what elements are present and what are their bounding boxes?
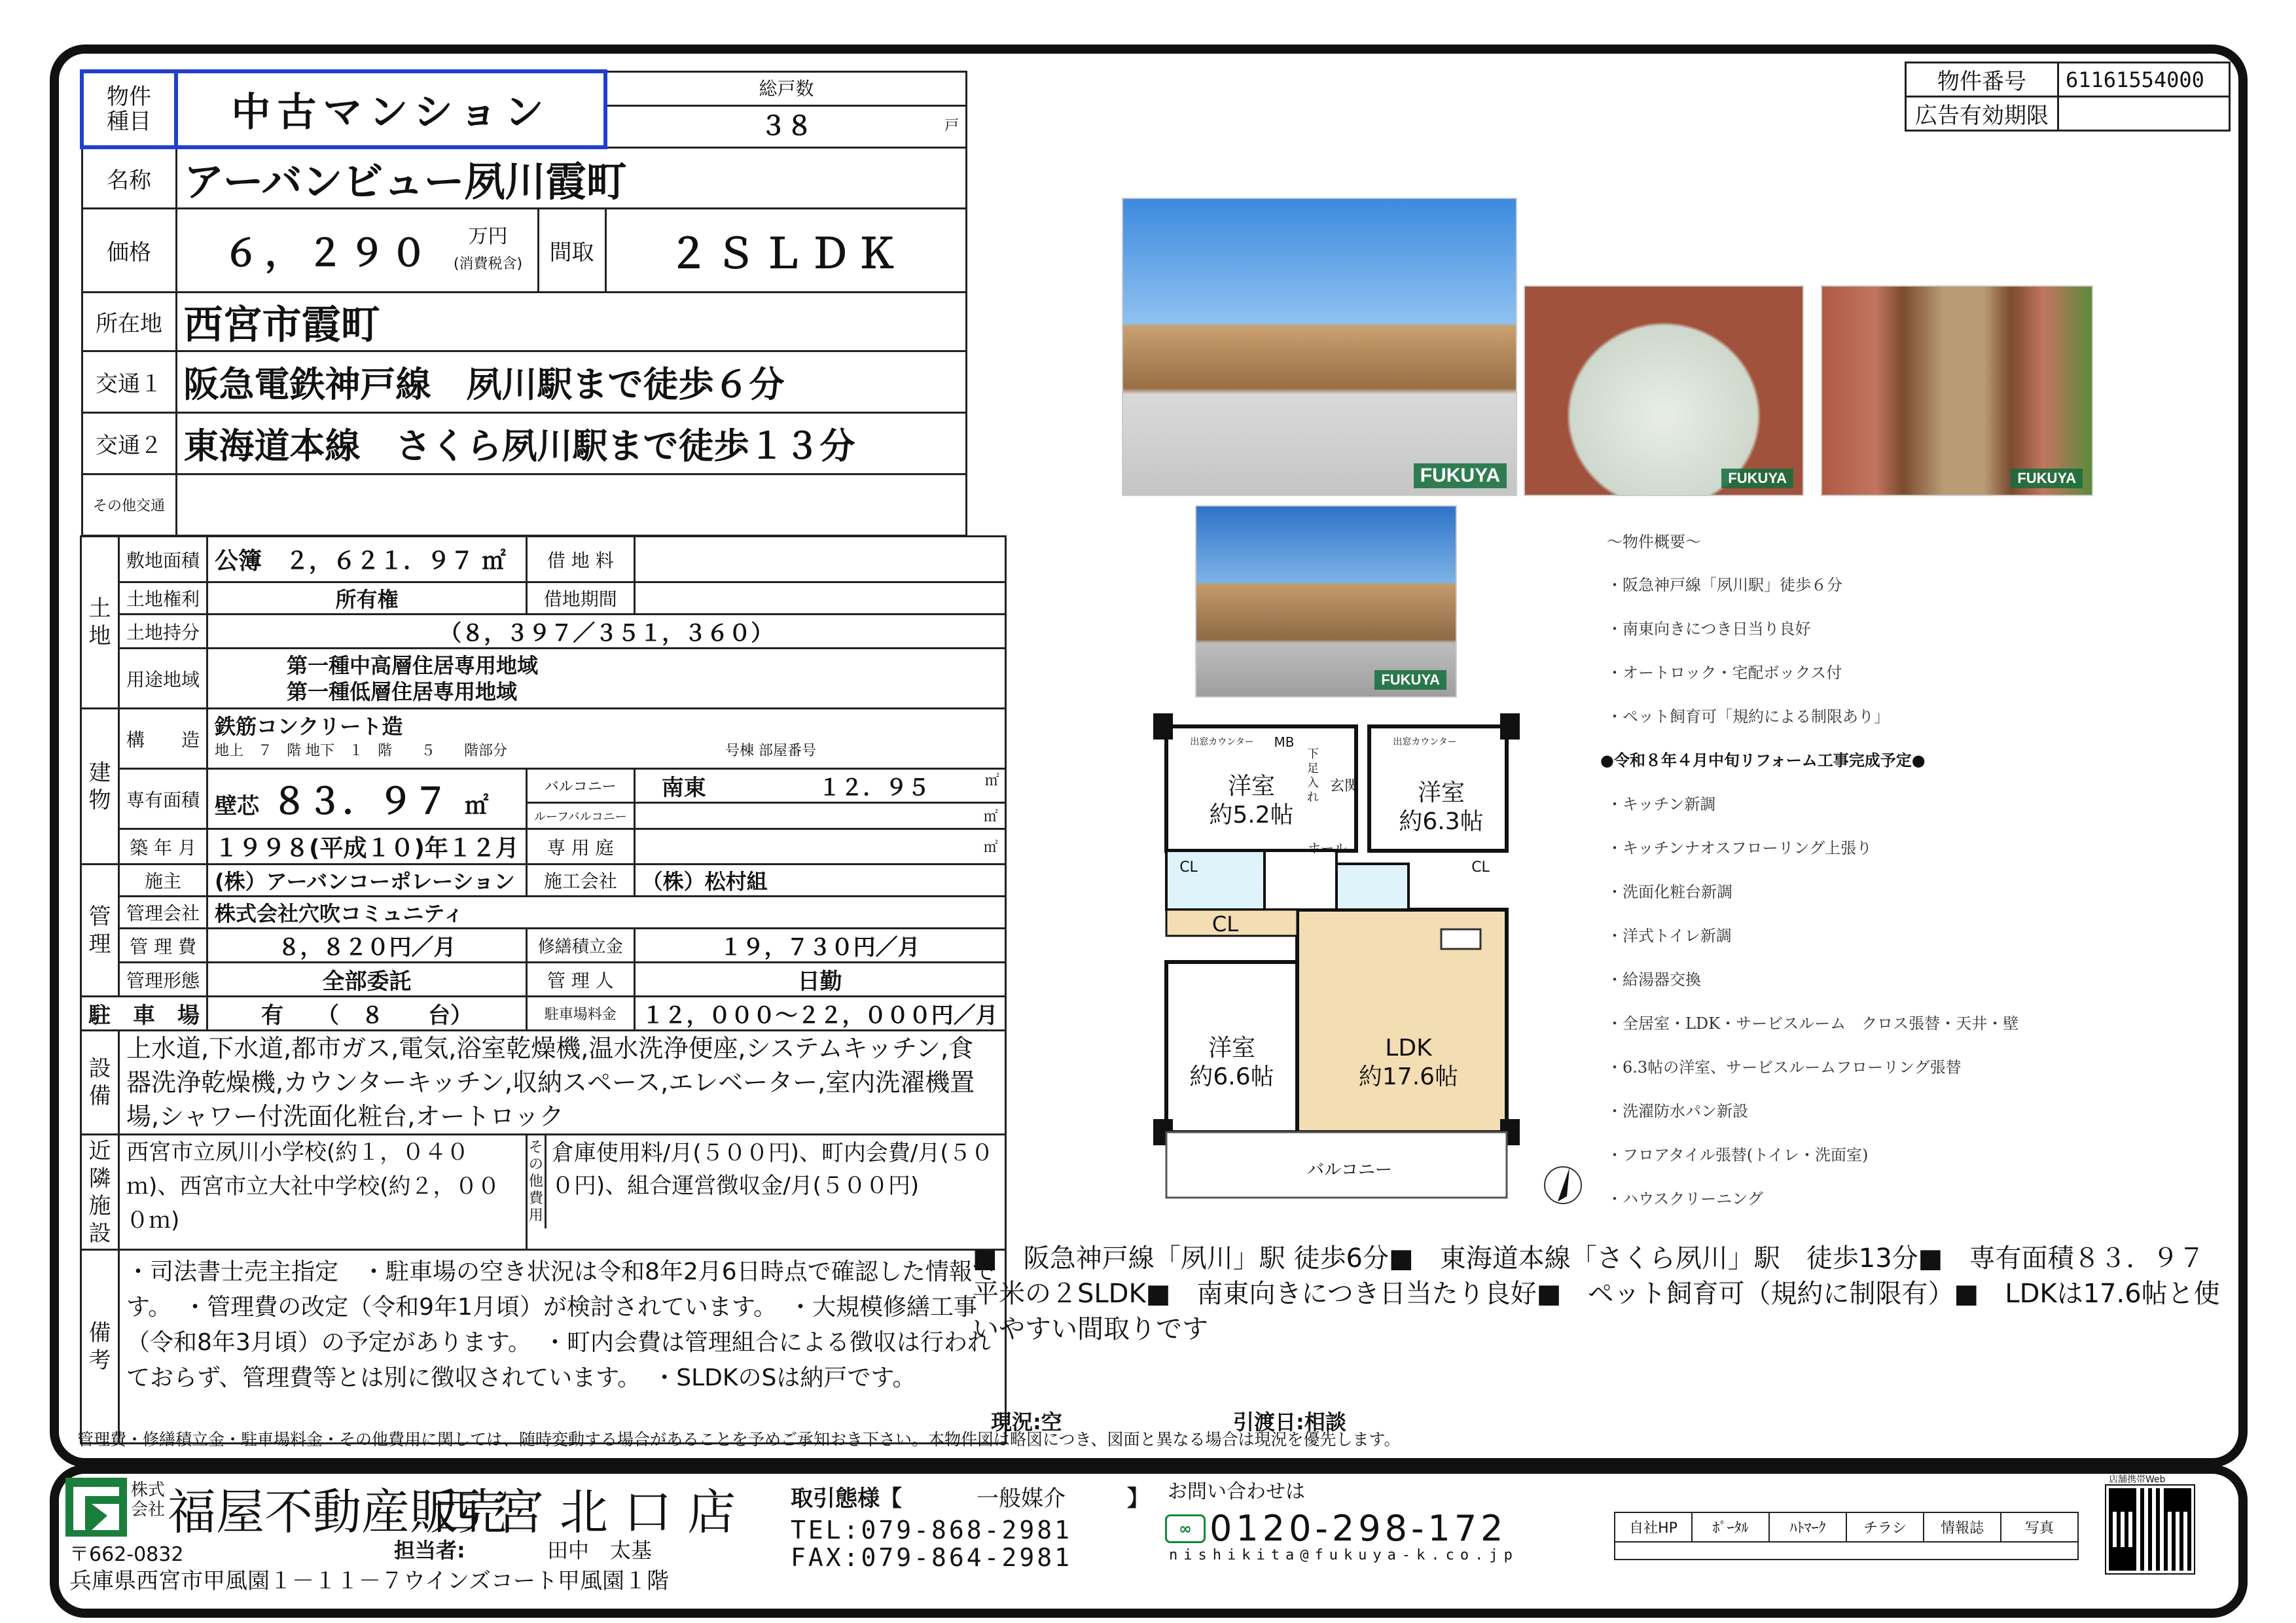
- transport2-label: 交通２: [82, 413, 176, 474]
- ad-validity-label: 広告有効期限: [1906, 97, 2058, 131]
- media-cell: 写真: [2001, 1512, 2079, 1543]
- floor-plan: [1153, 713, 1520, 1216]
- private-area-cell: [207, 769, 527, 829]
- balcony-direction: 南東: [661, 775, 706, 801]
- property-number-table: [1905, 62, 2231, 132]
- closet-2: CL: [1179, 859, 1198, 876]
- facilities-text: 上水道,下水道,都市ガス,電気,浴室乾燥機,温水洗浄便座,システムキッチン,食器洗浄乾燥機,カウンターキッチン,収納スペース,エレベーター,室内洗濯機置場,シャワー付洗面化粧台,オートロック: [118, 1031, 1005, 1135]
- repair-fund: １９，７３０円／月: [634, 929, 1005, 963]
- mgmt-fee: ８，８２０円／月: [207, 929, 527, 963]
- summary-text: ■ 阪急神戸線「夙川」駅 徒歩6分■ 東海道本線「さくら夙川」駅 徒歩13分■ 専有面積８３．９７平米の２SLDK■ 南東向きにつき日当たり良好■ ペット飼育可（規約に制限有）■ LDKは17.6帖と使いやすい間取りです: [973, 1243, 2220, 1344]
- address: 西宮市霞町: [176, 293, 967, 351]
- property-number: 61161554000: [2058, 63, 2230, 97]
- balcony-cell: [634, 769, 1005, 803]
- units-suffix: 戸: [944, 117, 959, 134]
- overview-item: ・阪急神戸線「夙川駅」徒歩６分: [1607, 576, 1842, 594]
- built-label: 築 年 月: [118, 829, 207, 865]
- disclaimer: 管理費・修繕積立金・駐車場料金・その他費用に関しては、随時変動する場合があることを予めご承知おき下さい。本物件図は略図につき、図面と異なる場合は現況を優先します。: [77, 1430, 1401, 1449]
- facilities-section: 設備: [81, 1031, 119, 1135]
- property-number-label: 物件番号: [1906, 63, 2058, 97]
- fukuya-watermark: FUKUYA: [2011, 469, 2083, 488]
- room-western-2: 洋室 約6.3帖: [1399, 779, 1484, 835]
- mgmt-form: 全部委託: [207, 963, 527, 997]
- bay-counter-1: 出窓カウンター: [1190, 737, 1254, 747]
- price-unit-cell: [439, 209, 539, 293]
- entrance-arch-photo: [1524, 285, 1804, 496]
- overview-item: ・キッチンナオスフローリング上張り: [1607, 839, 1873, 857]
- media-cell: 自社HP: [1614, 1512, 1693, 1543]
- roof-balcony-unit: ㎡: [983, 809, 998, 825]
- structure: 鉄筋コンクリート造: [215, 713, 403, 739]
- overview-item: ・全居室・LDK・サービスルーム クロス張替・天井・壁: [1607, 1014, 2019, 1033]
- type-label: 物件 種目: [82, 71, 176, 147]
- area-prefix: 壁芯: [215, 793, 259, 819]
- zoning: [207, 649, 1006, 709]
- company-name: 福屋不動産販売: [168, 1484, 507, 1541]
- email[interactable]: nishikita@fukuya-k.co.jp: [1169, 1547, 1518, 1563]
- address-label: 所在地: [82, 293, 176, 351]
- exterior-photo-1: [1122, 198, 1517, 496]
- media-table-bottom: [1614, 1541, 2079, 1560]
- roof-balcony-cell: [634, 803, 1005, 829]
- total-units-cell: [605, 71, 967, 147]
- fukuya-watermark: FUKUYA: [1721, 469, 1793, 488]
- parking-label: 駐 車 場: [81, 997, 207, 1031]
- mb: MB: [1274, 734, 1295, 750]
- overview-item: ・洗面化粧台新調: [1607, 883, 1732, 901]
- shoe-storage: 下足入れ: [1307, 747, 1319, 804]
- land-section: 土地: [81, 537, 119, 709]
- north-arrow-icon: [1543, 1162, 1583, 1208]
- layout-label: 間取: [538, 209, 605, 293]
- overview-item: ・洋式トイレ新調: [1607, 927, 1732, 945]
- bay-counter-2: 出窓カウンター: [1393, 737, 1457, 747]
- total-units-label: 総戸数: [607, 73, 965, 107]
- total-units: ３８: [760, 111, 813, 141]
- staff-name: 田中 太基: [547, 1538, 653, 1563]
- room-western-3: 洋室 約6.6帖: [1189, 1035, 1274, 1090]
- branch-name: 西 宮 北 口 店: [432, 1484, 736, 1541]
- remarks-text: ・司法書士売主指定 ・駐車場の空き状況は令和8年2月6日時点で確認した情報です。 ・管理費の改定（令和9年1月頃）が検討されています。 ・大規模修繕工事（令和8年3月頃）の予定があります。 ・町内会費は管理組合による徴収は行われておらず、管理費等とは別に徴収されています。 ・SLDKのSは納戸です。: [118, 1250, 1005, 1444]
- nearby-text: 西宮市立夙川小学校(約１，０４０ｍ)、西宮市立大社中学校(約２，０００ｍ): [118, 1135, 526, 1250]
- balcony-label: バルコニー: [526, 769, 634, 803]
- deal-label: 取引態様【: [791, 1486, 902, 1512]
- garden-unit: ㎡: [983, 840, 998, 856]
- private-area: ８３．９７: [272, 781, 449, 822]
- nearby-section: 近隣施設: [81, 1135, 119, 1250]
- overview-item: ・6.3帖の洋室、サービスルームフローリング張替: [1607, 1058, 1962, 1077]
- zoning-1: 第一種中高層住居専用地域: [287, 652, 539, 678]
- company-logo: [65, 1478, 127, 1537]
- overview-item: ・南東向きにつき日当り良好: [1607, 620, 1811, 638]
- garden-label: 専 用 庭: [526, 829, 634, 865]
- building-section: 建物: [81, 709, 119, 865]
- property-name: アーバンビュー夙川霞町: [176, 147, 967, 209]
- room-western-1: 洋室 約5.2帖: [1209, 773, 1294, 829]
- overview-item: ・ハウスクリーニング: [1607, 1190, 1763, 1208]
- entrance: 玄関: [1329, 778, 1359, 794]
- land-rights: 所有権: [207, 582, 527, 615]
- company-address: 兵庫県西宮市甲風園１－１１－７ウインズコート甲風園１階: [69, 1568, 669, 1594]
- parking-fee: １２，０００～２２，０００円／月: [634, 997, 1005, 1031]
- land-area: 公簿 ２，６２１．９７ ㎡: [207, 537, 527, 582]
- freedial-icon: ∞: [1165, 1514, 1206, 1543]
- room-ldk: LDK 約17.6帖: [1358, 1035, 1459, 1090]
- media-cell: ﾊﾄﾏｰｸ: [1770, 1512, 1847, 1543]
- transport1-label: 交通１: [82, 351, 176, 413]
- land-area-label: 敷地面積: [118, 537, 207, 582]
- builder-label: 施主: [118, 865, 207, 897]
- other-transport: [176, 474, 967, 536]
- parking-fee-label: 駐車場料金: [526, 997, 634, 1031]
- price-tax: (消費税含): [453, 255, 523, 272]
- unit-no-label: 号棟 部屋番号: [725, 742, 816, 759]
- detail-spec-table: [80, 535, 1007, 1444]
- media-cell: 情報誌: [1924, 1512, 2001, 1543]
- entrance-door-photo: [1821, 285, 2093, 496]
- price: ６，２９０: [176, 209, 439, 293]
- management-section: 管理: [81, 865, 119, 997]
- repair-fund-label: 修繕積立金: [526, 929, 634, 963]
- fax: FAX:079-864-2981: [791, 1543, 1073, 1572]
- roof-balcony-label: ルーフバルコニー: [526, 803, 634, 829]
- balcony-area: １２．９５: [818, 775, 930, 801]
- mgmt-company-label: 管理会社: [118, 897, 207, 929]
- garden-cell: [634, 829, 1005, 865]
- fukuya-watermark: FUKUYA: [1374, 670, 1446, 690]
- fukuya-logo-icon: [65, 1478, 127, 1537]
- closet-3: CL: [1471, 859, 1490, 876]
- media-cell: チラシ: [1847, 1512, 1924, 1543]
- structure-cell: [207, 709, 1006, 769]
- balcony-unit: ㎡: [984, 773, 999, 789]
- other-fee-text: 倉庫使用料/月(５００円)、町内会費/月(５００円)、組合運営徴収金/月(５００円): [551, 1140, 994, 1199]
- other-transport-label: その他交通: [82, 474, 176, 536]
- qr-code-icon: [2106, 1486, 2194, 1573]
- private-area-unit: ㎡: [465, 793, 489, 819]
- handover: 引渡日:相談: [1233, 1410, 1346, 1435]
- overview-item: ・給湯器交換: [1607, 971, 1701, 989]
- overview-item: ・オートロック・宅配ボックス付: [1607, 664, 1842, 682]
- private-area-label: 専有面積: [118, 769, 207, 829]
- tel[interactable]: TEL:079-868-2981: [791, 1516, 1073, 1544]
- built: １９９８(平成１０)年１２月: [207, 829, 527, 865]
- balcony: バルコニー: [1306, 1160, 1392, 1180]
- basic-spec-table: [80, 69, 967, 537]
- postal-code: 〒662-0832: [69, 1543, 184, 1566]
- lease-period: [634, 582, 1005, 615]
- exterior-photo-2: [1195, 505, 1457, 698]
- staff-label: 担当者:: [394, 1538, 465, 1563]
- overview-item: ・洗濯防水パン新設: [1607, 1102, 1748, 1120]
- deal-close: 】: [1127, 1486, 1149, 1512]
- other-fee-label: その他費用: [528, 1135, 547, 1228]
- floors: 地上 ７ 階 地下 １ 階 ５ 階部分: [215, 742, 507, 759]
- inquiry-label: お問い合わせは: [1168, 1480, 1305, 1503]
- company-prefix: 株式 会社: [131, 1480, 166, 1520]
- mgmt-fee-label: 管 理 費: [118, 929, 207, 963]
- zoning-2: 第一種低層住居専用地域: [287, 679, 518, 704]
- land-share-label: 土地持分: [118, 615, 207, 649]
- parking: 有 （ ８ 台）: [207, 997, 527, 1031]
- land-share: （８，３９７／３５１，３６０）: [207, 615, 1006, 649]
- land-rights-label: 土地権利: [118, 582, 207, 615]
- transport1: 阪急電鉄神戸線 夙川駅まで徒歩６分: [176, 351, 967, 413]
- layout: ２ＳＬＤＫ: [605, 209, 967, 293]
- media-cell: ﾎﾟｰﾀﾙ: [1693, 1512, 1770, 1543]
- lease-fee: [634, 537, 1005, 582]
- transport2: 東海道本線 さくら夙川駅まで徒歩１３分: [176, 413, 967, 474]
- ad-validity: [2058, 97, 2230, 131]
- hall: ホール: [1308, 840, 1347, 856]
- overview-title: ～物件概要～: [1607, 533, 1701, 551]
- property-type: 中古マンション: [176, 71, 605, 147]
- mgmt-company: 株式会社穴吹コミュニティ: [207, 897, 1006, 929]
- price-label: 価格: [82, 209, 176, 293]
- other-fee-cell: [526, 1135, 1005, 1250]
- name-label: 名称: [82, 147, 176, 209]
- freedial[interactable]: 0120-298-172: [1210, 1508, 1507, 1549]
- remarks-section: 備考: [81, 1250, 119, 1444]
- status: 現況:空: [991, 1410, 1062, 1435]
- overview-item: ・キッチン新調: [1607, 795, 1716, 813]
- contractor-label: 施工会社: [526, 865, 634, 897]
- closet-1: CL: [1211, 912, 1239, 936]
- contractor: （株）松村組: [634, 865, 1005, 897]
- qr-label: 店舗携帯Web: [2109, 1474, 2166, 1485]
- deal-type: 一般媒介: [977, 1486, 1066, 1512]
- overview-item: ●令和８年４月中旬リフォーム工事完成予定●: [1600, 751, 1926, 770]
- zoning-label: 用途地域: [118, 649, 207, 709]
- manager-label: 管 理 人: [526, 963, 634, 997]
- manager: 日勤: [634, 963, 1005, 997]
- mgmt-form-label: 管理形態: [118, 963, 207, 997]
- price-unit: 万円: [468, 224, 508, 248]
- fukuya-watermark: FUKUYA: [1414, 463, 1507, 488]
- media-table: [1614, 1512, 2079, 1543]
- overview-item: ・フロアタイル張替(トイレ・洗面室): [1607, 1146, 1869, 1164]
- lease-fee-label: 借 地 料: [526, 537, 634, 582]
- builder: (株）アーバンコーポレーション: [207, 865, 527, 897]
- overview-item: ・ペット飼育可「規約による制限あり」: [1607, 707, 1890, 726]
- structure-label: 構 造: [118, 709, 207, 769]
- lease-period-label: 借地期間: [526, 582, 634, 615]
